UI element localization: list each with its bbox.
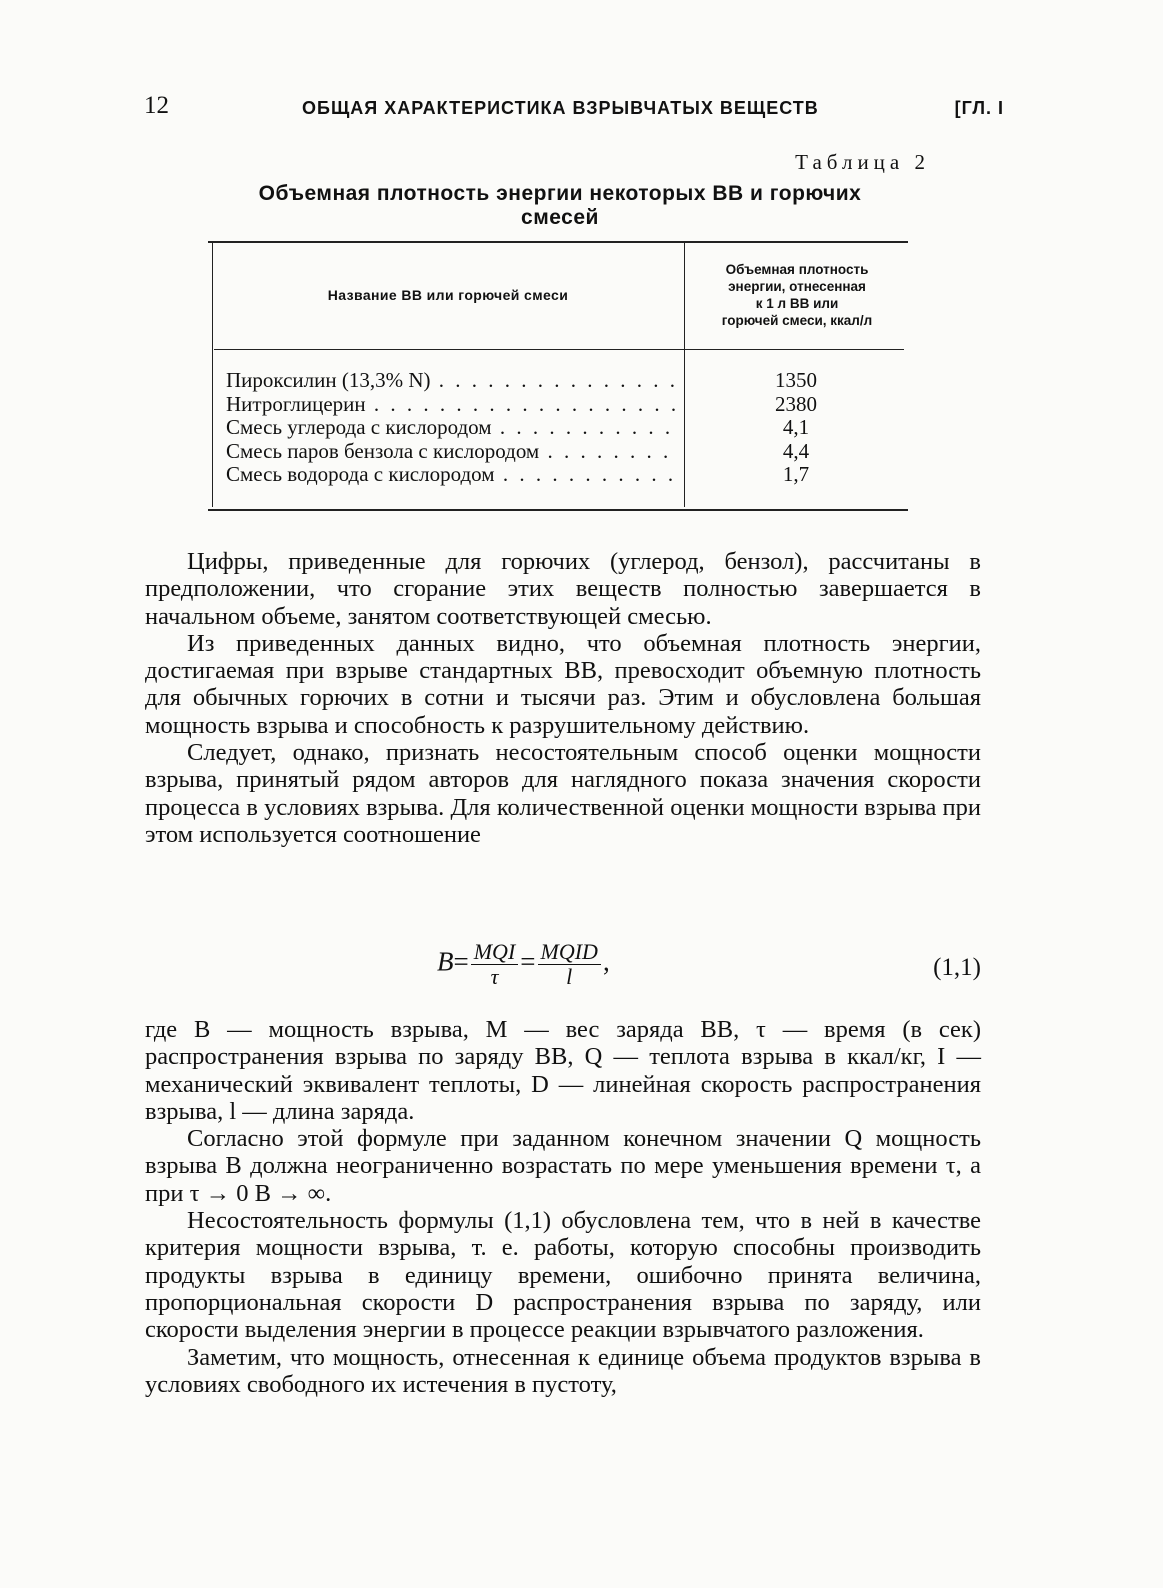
table-label: Таблица 2 [795, 150, 930, 174]
table-caption: Объемная плотность энергии некоторых ВВ и горючих смесей [258, 182, 862, 229]
row-value: 1,7 [782, 462, 810, 486]
row-name: Смесь водорода с кислородом . . . [226, 463, 678, 486]
fraction-numerator: MQI [471, 940, 519, 965]
row-value: 2380 [775, 391, 817, 416]
table-row [226, 369, 906, 393]
page-header [144, 92, 1004, 126]
row-name: Нитроглицерин . . . [226, 393, 678, 416]
paragraph: Согласно этой формуле при заданном конечном значении Q мощность взрыва B должна неограниченно возрастать по мере уменьшения времени τ, а при τ → 0 B → ∞. [145, 1125, 981, 1207]
formula-number: (1,1) [933, 954, 981, 981]
table-row [226, 440, 906, 464]
formula-lhs: B [437, 946, 454, 977]
running-title: ОБЩАЯ ХАРАКТЕРИСТИКА ВЗРЫВЧАТЫХ ВЕЩЕСТВ [302, 98, 819, 118]
fraction-denominator: τ [490, 964, 499, 989]
table-top-rule [208, 241, 908, 243]
text-after-formula [145, 1016, 981, 1398]
formula-fraction-2 [538, 940, 601, 989]
paragraph: Заметим, что мощность, отнесенная к единице объема продуктов взрыва в условиях свободного их истечения в пустоту, [145, 1343, 981, 1398]
row-value: 1350 [775, 368, 817, 392]
row-name: Смесь паров бензола с кислородом . . . [226, 440, 678, 463]
table-row [226, 463, 906, 487]
energy-density-table [208, 241, 908, 511]
fraction-denominator: l [566, 964, 573, 989]
formula-1-1 [145, 940, 981, 1000]
paragraph: Несостоятельность формулы (1,1) обусловлена тем, что в ней в качестве критерия мощности взрыва, т. е. работы, которую способны производить продукты взрыва в единицу времени, ошибочно принята величина, пропорциональная скорости D распространения взрыва по заряду, или скорости выделения энергии в процессе реакции взрывчатого разложения. [145, 1207, 981, 1344]
row-value: 4,4 [782, 438, 810, 463]
chapter-reference: [ГЛ. I [954, 98, 1004, 118]
table-body [226, 369, 906, 487]
formula-expression: B= $\frac{\text{MQI}}{\tau}$ = $\frac{\text{MQID}}{l}$ , [437, 939, 610, 989]
paragraph: Цифры, приведенные для горючих (углерод, бензол), рассчитаны в предположении, что сгорание этих веществ полностью завершается в начальном объеме, занятом соответствующей смесью. [145, 548, 981, 630]
text-before-formula [145, 548, 981, 848]
formula-fraction-1 [471, 940, 519, 989]
fraction-numerator: MQID [538, 940, 601, 965]
table-header-rule [214, 349, 904, 350]
row-value: 4,1 [782, 415, 810, 439]
column-header-name: Название ВВ или горючей смеси [327, 287, 569, 303]
table-row [226, 416, 906, 440]
row-name: Пироксилин (13,3% N) . . . [226, 369, 678, 392]
paragraph: Из приведенных данных видно, что объемная плотность энергии, достигаемая при взрыве стандартных ВВ, превосходит объемную плотность для обычных горючих в сотни и тысячи раз. Этим и обусловлена большая мощность взрыва и способность к разрушительному действию. [145, 629, 981, 739]
column-header-energy-density: Объемная плотность энергии, отнесенная к 1 л ВВ или горючей смеси, ккал/л [721, 262, 873, 328]
table-bottom-rule [208, 509, 908, 511]
paragraph: где B — мощность взрыва, M — вес заряда ВВ, τ — время (в сек) распространения взрыва по заряду ВВ, Q — теплота взрыва в ккал/кг, I — механический эквивалент теплоты, D — линейная скорость распространения взрыва, l — длина заряда. [145, 1016, 981, 1125]
page-number: 12 [144, 92, 169, 119]
paragraph: Следует, однако, признать несостоятельным способ оценки мощности взрыва, принятый рядом авторов для наглядного показа значения скорости процесса в условиях взрыва. Для количественной оценки мощности взрыва при этом используется соотношение [145, 739, 981, 848]
table-left-border [212, 243, 213, 507]
table-row [226, 393, 906, 417]
row-name: Смесь углерода с кислородом . . . [226, 416, 678, 439]
